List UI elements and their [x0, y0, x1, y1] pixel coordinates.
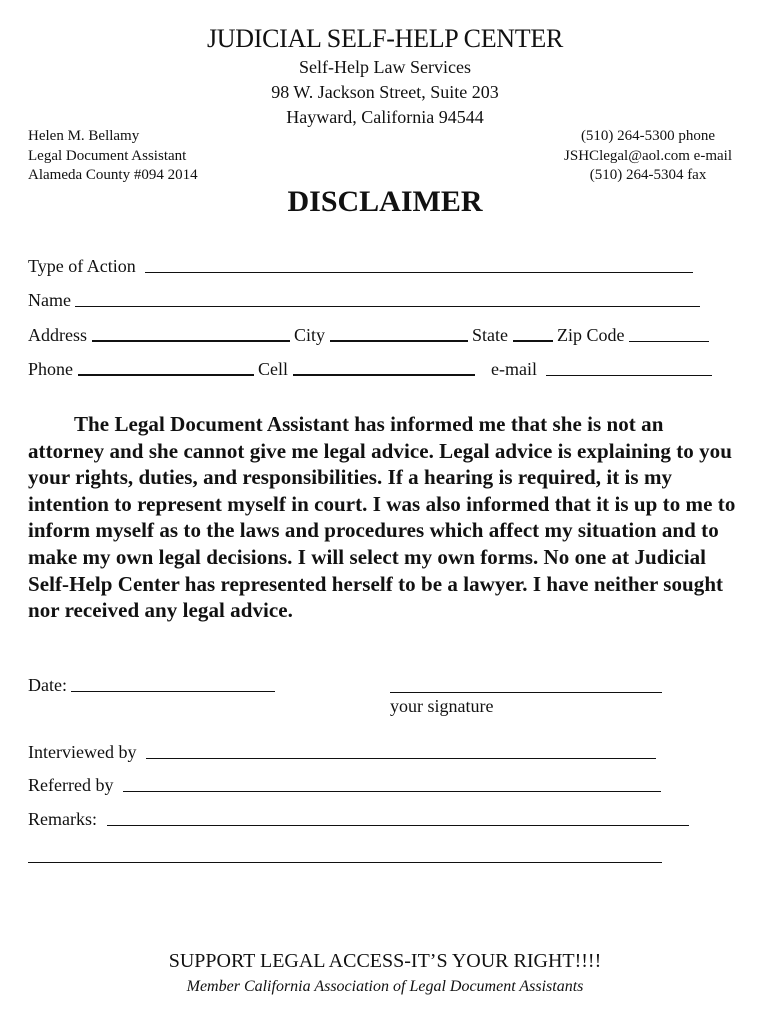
phone-label: Phone [28, 359, 73, 379]
signature-field[interactable] [390, 672, 662, 693]
assistant-info [28, 127, 198, 186]
type-of-action-row [28, 254, 693, 278]
signature-label: your signature [390, 696, 494, 716]
type-of-action-label: Type of Action [28, 256, 136, 276]
type-of-action-field[interactable] [145, 254, 693, 273]
contact-phone: (510) 264-5300 phone [580, 128, 716, 144]
address-field[interactable] [92, 322, 290, 342]
remarks-row [28, 807, 689, 831]
name-row [28, 288, 700, 312]
phone-field[interactable] [78, 356, 254, 376]
referred-by-field[interactable] [123, 773, 661, 792]
zip-code-field[interactable] [629, 323, 709, 342]
statement-text: The Legal Document Assistant has informed me that she is not an attorney and she cannot give me legal advice. Legal advice is explaining to you your rights, duties, and responsibilities. If a hearing is required, it is my intention to represent myself in court. I was also informed that it is up to me to inform myself as to the laws and procedures which affect my situation and to make my own legal decisions. I will select my own forms. No one at Judicial Self-Help Center has represented herself to be a lawyer. I have neither sought nor received any legal advice. [28, 412, 736, 623]
subtitle: Self-Help Law Services [299, 57, 471, 77]
address-label: Address [28, 325, 87, 345]
interviewed-by-row [28, 740, 656, 764]
state-label: State [472, 325, 509, 345]
disclaimer-statement [28, 411, 740, 624]
state-field[interactable] [513, 322, 553, 342]
remarks-label: Remarks: [28, 809, 97, 829]
date-field[interactable] [71, 673, 275, 692]
city-field[interactable] [330, 322, 468, 342]
remarks-field[interactable] [107, 807, 689, 826]
zip-code-label: Zip Code [557, 325, 625, 345]
phone-row [28, 356, 712, 380]
interviewed-by-label: Interviewed by [28, 742, 137, 762]
remarks-field-line-2[interactable] [28, 842, 662, 863]
cell-field[interactable] [293, 356, 475, 376]
assistant-county: Alameda County #094 2014 [28, 167, 198, 183]
city-label: City [294, 325, 326, 345]
address-row [28, 322, 709, 346]
date-row [28, 673, 275, 697]
name-field[interactable] [75, 288, 700, 307]
email-field[interactable] [546, 357, 712, 376]
referred-by-row [28, 773, 661, 797]
center-title: JUDICIAL SELF-HELP CENTER [206, 24, 563, 53]
contact-email: JSHClegal@aol.com e-mail [564, 147, 732, 164]
date-label: Date: [28, 675, 67, 695]
email-label: e-mail [491, 359, 537, 379]
interviewed-by-field[interactable] [146, 740, 656, 759]
contact-fax: (510) 264-5304 fax [589, 167, 707, 183]
footer-slogan: SUPPORT LEGAL ACCESS-IT’S YOUR RIGHT!!!! [168, 950, 602, 972]
disclaimer-heading: DISCLAIMER [287, 185, 483, 218]
footer-membership: Member California Association of Legal Document Assistants [186, 978, 584, 995]
assistant-role: Legal Document Assistant [28, 147, 187, 164]
assistant-name: Helen M. Bellamy [28, 128, 140, 144]
city-state-zip: Hayward, California 94544 [286, 107, 484, 127]
referred-by-label: Referred by [28, 775, 114, 795]
street-address: 98 W. Jackson Street, Suite 203 [271, 82, 499, 102]
cell-label: Cell [258, 359, 288, 379]
contact-info [564, 127, 732, 186]
name-label: Name [28, 290, 71, 310]
